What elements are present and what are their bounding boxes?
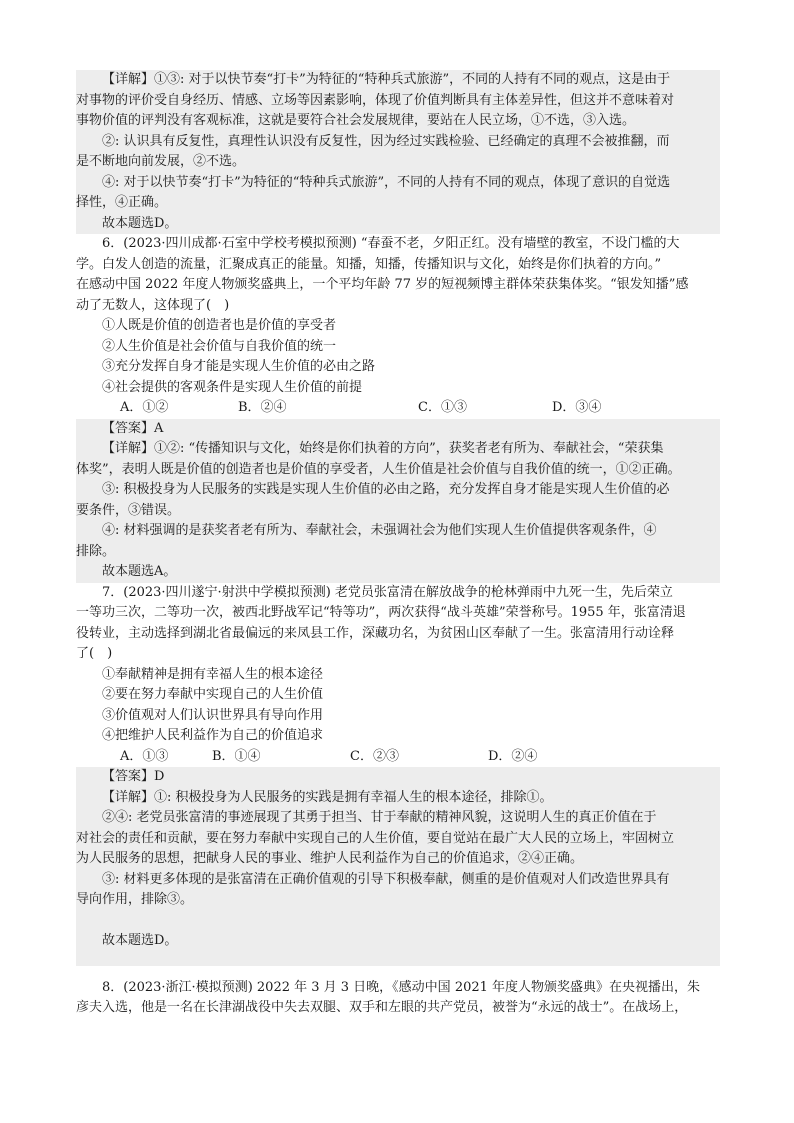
- q6-detail-line: 【详解】①②: “传播知识与文化，始终是你们执着的方向”，获奖者老有所为、奉献社会，“荣获集: [102, 441, 664, 456]
- q5-detail-line: 事物价值的评判没有客观标准，这就是要符合社会发展规律，要站在人民立场，①不选，③入选。: [76, 113, 636, 128]
- q7-option: ④把维护人民利益作为自己的价值追求: [102, 728, 324, 743]
- q7-option: ②要在努力奉献中实现自己的人生价值: [102, 687, 324, 702]
- q5-detail-line: 择性，④正确。: [76, 195, 168, 210]
- q7-options: [76, 665, 720, 747]
- q8-stem: [76, 978, 720, 1019]
- q7-detail-line: ②④: 老党员张富清的事迹展现了其勇于担当、甘于奉献的精神风貌，这说明人生的真正价值在于: [102, 810, 657, 825]
- q7-conclusion: 故本题选D。: [102, 933, 178, 948]
- q6-stem-line: 动了无数人，这体现了( ): [76, 297, 230, 313]
- q7-choice-c: C．②③: [350, 748, 399, 764]
- q6-detail-line: 要条件，③错误。: [76, 502, 181, 518]
- q5-detail-line: ④: 对于以快节奏“打卡”为特征的“特种兵式旅游”，不同的人持有不同的观点，体现了意识的自觉选: [102, 174, 671, 190]
- q7-stem-line: 7．(2023·四川遂宁·射洪中学模拟预测) 老党员张富清在解放战争的枪林弹雨中九死一生，先后荣立: [102, 584, 673, 600]
- q7-spacer: [76, 952, 720, 966]
- q7-detail-line: ③: 材料更多体现的是张富清在正确价值观的引导下积极奉献，侧重的是价值观对人们改造世界具有: [102, 871, 670, 887]
- q7-choice-a: A．①③: [120, 748, 169, 764]
- q7-answer-block: [76, 767, 720, 966]
- q8-stem-line: 彦夫入选，他是一名在长津湖战役中失去双腿、双手和左眼的共产党员，被誉为“永远的战士”。在战场上，: [76, 1000, 688, 1015]
- q7-detail-line: 导向作用，排除③。: [76, 892, 194, 907]
- q6-choice-b: B．②④: [238, 400, 287, 415]
- q6-choice-c: C．①③: [418, 400, 467, 415]
- q6-option: ①人既是价值的创造者也是价值的享受者: [102, 318, 337, 333]
- q5-detail-line: 对事物的评价受自身经历、情感、立场等因素影响，体现了价值判断具有主体差异性，但这并不意味着对: [76, 92, 675, 108]
- q6-stem: [76, 234, 720, 316]
- q7-stem-line: 役转业，主动选择到湖北省最偏远的来凤县工作，深藏功名，为贫困山区奉献了一生。张富清用行动诠释: [76, 625, 675, 641]
- q6-stem-line: 在感动中国 2022 年度人物颁奖盛典上，一个平均年龄 77 岁的短视频博主群体荣获集体奖。“银发知播”感: [76, 277, 689, 292]
- q6-choice-a: A．①②: [120, 400, 169, 415]
- document-content: [76, 70, 720, 1019]
- q5-conclusion: 故本题选D。: [102, 215, 178, 231]
- q6-answer: 【答案】A: [102, 420, 164, 436]
- q6-answer-block: [76, 419, 720, 583]
- q6-option: ③充分发挥自身才能是实现人生价值的必由之路: [102, 359, 376, 374]
- q5-detail-line: 【详解】①③: 对于以快节奏“打卡”为特征的“特种兵式旅游”，不同的人持有不同的观点，这是由于: [102, 72, 671, 87]
- q7-stem-line: 了( ): [76, 646, 113, 661]
- q7-detail-line: 【详解】①: 积极投身为人民服务的实践是拥有幸福人生的根本途径，排除①。: [102, 789, 553, 805]
- q6-detail-line: 排除。: [76, 543, 116, 559]
- q7-detail-line: 对社会的责任和贡献，要在努力奉献中实现自己的人生价值，要自觉站在最广大人民的立场上，牢固树立: [76, 830, 675, 846]
- q6-choices: [76, 398, 720, 419]
- q6-detail-line: ④: 材料强调的是获奖者老有所为、奉献社会，未强调社会为他们实现人生价值提供客观条件，④: [102, 523, 657, 538]
- q6-options: [76, 316, 720, 398]
- q6-detail-line: 体奖”，表明人既是价值的创造者也是价值的享受者，人生价值是社会价值与自我价值的统一，①②正确。: [76, 461, 681, 477]
- q6-option: ④社会提供的客观条件是实现人生价值的前提: [102, 379, 363, 395]
- q5-detail-block: [76, 70, 720, 234]
- q6-stem-line: 学。白发人创造的流量，汇聚成真正的能量。知播，知播，传播知识与文化，始终是你们执着的方向。”: [76, 256, 662, 272]
- q6-choice-d: D．③④: [552, 400, 602, 415]
- q6-detail-line: ③: 积极投身为人民服务的实践是实现人生价值的必由之路，充分发挥自身才能是实现人生价值的必: [102, 482, 670, 497]
- q7-spacer: [76, 911, 720, 932]
- q5-detail-line: ②: 认识具有反复性，真理性认识没有反复性，因为经过实践检验、已经确定的真理不会被推翻，而: [102, 133, 670, 149]
- q6-stem-line: 6．(2023·四川成都·石室中学校考模拟预测) “春蚕不老，夕阳正红。没有墙壁的教室，不设门槛的大: [102, 236, 680, 251]
- q5-detail-line: 是不断地向前发展，②不选。: [76, 154, 246, 169]
- q7-option: ①奉献精神是拥有幸福人生的根本途径: [102, 666, 324, 682]
- q7-stem-line: 一等功三次，二等功一次，被西北野战军记“特等功”，两次获得“战斗英雄”荣誉称号。1955 年，张富清退: [76, 605, 686, 620]
- q7-option: ③价值观对人们认识世界具有导向作用: [102, 707, 324, 723]
- q6-option: ②人生价值是社会价值与自我价值的统一: [102, 338, 337, 354]
- q8-stem-line: 8．(2023·浙江·模拟预测) 2022 年 3 月 3 日晚，《感动中国 2021 年度人物颁奖盛典》在央视播出，朱: [102, 979, 701, 995]
- q6-conclusion: 故本题选A。: [102, 564, 177, 579]
- q7-stem: [76, 583, 720, 665]
- q7-answer: 【答案】D: [102, 769, 165, 784]
- q7-choice-b: B．①④: [212, 748, 261, 764]
- q7-choices: [76, 747, 720, 768]
- q7-choice-d: D．②④: [488, 748, 538, 764]
- q7-detail-line: 为人民服务的思想，把献身人民的事业、维护人民利益作为自己的价值追求，②④正确。: [76, 851, 584, 866]
